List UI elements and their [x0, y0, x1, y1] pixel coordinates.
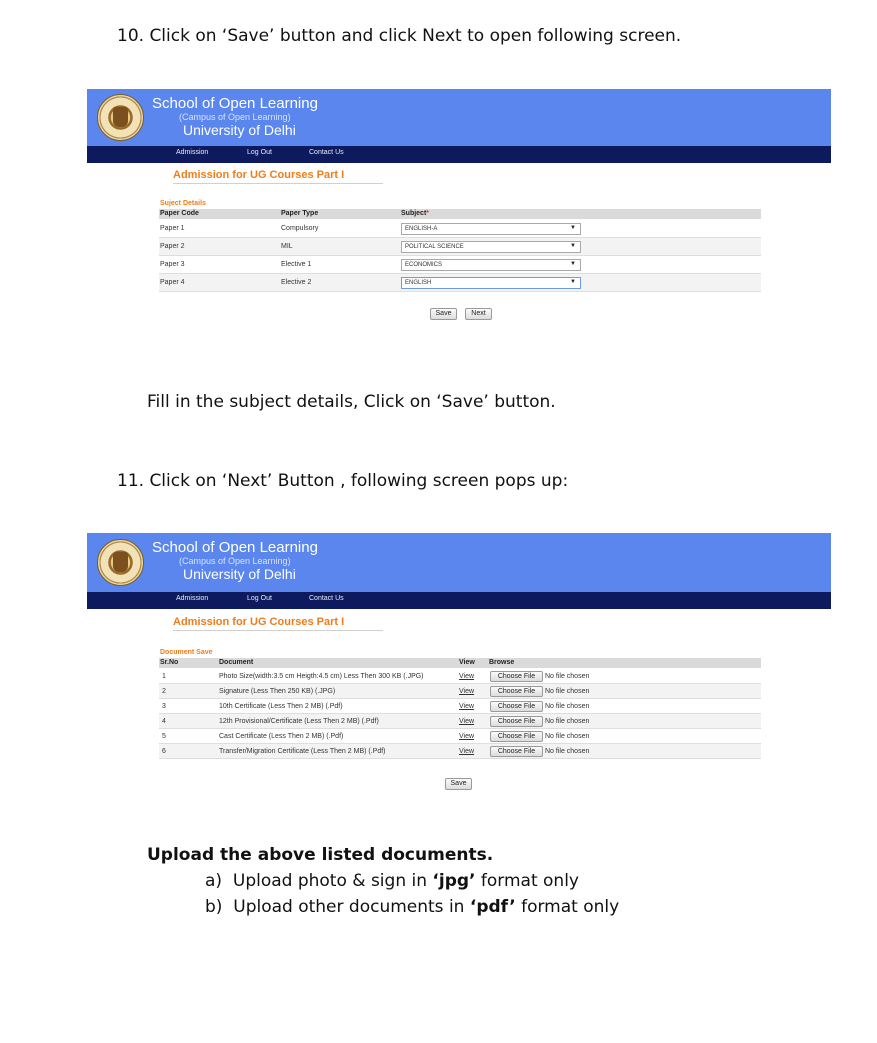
bullet-b: b) Upload other documents in ‘pdf’ format only [205, 897, 620, 917]
nav-item-contact[interactable]: Contact Us [309, 595, 344, 602]
table-row: Paper 2 MIL POLITICAL SCIENCE ▼ [159, 238, 761, 256]
dropdown-arrow-icon: ▼ [570, 261, 576, 267]
table-row: 6 Transfer/Migration Certificate (Less Then 2 MB) (.Pdf) View Choose File No file chosen [159, 744, 761, 759]
required-mark: * [426, 210, 430, 217]
table-row: Paper 4 Elective 2 ENGLISH ▼ [159, 274, 761, 292]
nav-bar [87, 146, 831, 163]
upload-heading: Upload the above listed documents. [147, 845, 494, 865]
section-title: Suject Details [160, 200, 206, 207]
col-browse: Browse [489, 659, 515, 666]
site-title: School of Open Learning [152, 95, 318, 112]
section-title: Document Save [160, 649, 213, 656]
step-10-instruction: 10. Click on ‘Save’ button and click Next to open following screen. [117, 26, 682, 46]
title-divider [173, 630, 383, 631]
page-title: Admission for UG Courses Part I [173, 169, 345, 181]
site-banner [87, 533, 831, 592]
subject-select[interactable]: ENGLISH ▼ [401, 277, 581, 289]
dropdown-arrow-icon: ▼ [570, 243, 576, 249]
view-link[interactable]: View [459, 718, 475, 725]
next-button[interactable]: Next [465, 308, 492, 320]
col-paper-type: Paper Type [281, 210, 319, 217]
choose-file-button[interactable]: Choose File [490, 701, 543, 712]
save-button[interactable]: Save [430, 308, 457, 320]
screenshot-document-upload [87, 533, 831, 798]
table-row: 3 10th Certificate (Less Then 2 MB) (.Pdf) View Choose File No file chosen [159, 699, 761, 714]
view-link[interactable]: View [459, 688, 475, 695]
site-subtitle: (Campus of Open Learning) [179, 112, 291, 122]
choose-file-button[interactable]: Choose File [490, 716, 543, 727]
choose-file-button[interactable]: Choose File [490, 746, 543, 757]
file-status: No file chosen [545, 718, 590, 725]
table-row: 5 Cast Certificate (Less Then 2 MB) (.Pdf) View Choose File No file chosen [159, 729, 761, 744]
save-button[interactable]: Save [445, 778, 472, 790]
file-status: No file chosen [545, 673, 590, 680]
col-paper-code: Paper Code [160, 210, 199, 217]
site-banner [87, 89, 831, 146]
screenshot-subject-details [87, 89, 831, 329]
bullet-a: a) Upload photo & sign in ‘jpg’ format only [205, 871, 579, 891]
page-title: Admission for UG Courses Part I [173, 616, 345, 628]
choose-file-button[interactable]: Choose File [490, 671, 543, 682]
view-link[interactable]: View [459, 733, 475, 740]
nav-item-contact[interactable]: Contact Us [309, 149, 344, 156]
file-status: No file chosen [545, 748, 590, 755]
view-link[interactable]: View [459, 673, 475, 680]
fill-instruction: Fill in the subject details, Click on ‘Save’ button. [147, 392, 556, 412]
nav-item-logout[interactable]: Log Out [247, 149, 272, 156]
col-view: View [459, 659, 475, 666]
file-status: No file chosen [545, 688, 590, 695]
table-row: Paper 1 Compulsory ENGLISH-A ▼ [159, 220, 761, 238]
table-row: 1 Photo Size(width:3.5 cm Heigth:4.5 cm) Less Then 300 KB (.JPG) View Choose File No file chosen [159, 669, 761, 684]
university-name: University of Delhi [183, 122, 296, 138]
title-divider [173, 183, 383, 184]
subject-select[interactable]: ENGLISH-A ▼ [401, 223, 581, 235]
table-row: Paper 3 Elective 1 ECONOMICS ▼ [159, 256, 761, 274]
col-document: Document [219, 659, 254, 666]
site-subtitle: (Campus of Open Learning) [179, 556, 291, 566]
file-status: No file chosen [545, 703, 590, 710]
nav-item-admission[interactable]: Admission [176, 595, 209, 602]
university-name: University of Delhi [183, 566, 296, 582]
table-row: 4 12th Provisional/Certificate (Less Then 2 MB) (.Pdf) View Choose File No file chosen [159, 714, 761, 729]
view-link[interactable]: View [459, 703, 475, 710]
table-header [159, 209, 761, 219]
site-title: School of Open Learning [152, 539, 318, 556]
col-sr-no: Sr.No [160, 659, 179, 666]
dropdown-arrow-icon: ▼ [570, 279, 576, 285]
nav-item-admission[interactable]: Admission [176, 149, 209, 156]
subject-select[interactable]: ECONOMICS ▼ [401, 259, 581, 271]
step-11-instruction: 11. Click on ‘Next’ Button , following screen pops up: [117, 471, 569, 491]
table-header [159, 658, 761, 668]
file-status: No file chosen [545, 733, 590, 740]
col-subject: Subject* [401, 210, 430, 217]
dropdown-arrow-icon: ▼ [570, 225, 576, 231]
table-row: 2 Signature (Less Then 250 KB) (.JPG) View Choose File No file chosen [159, 684, 761, 699]
view-link[interactable]: View [459, 748, 475, 755]
choose-file-button[interactable]: Choose File [490, 686, 543, 697]
university-logo-icon [97, 539, 144, 586]
nav-bar [87, 592, 831, 609]
subject-select[interactable]: POLITICAL SCIENCE ▼ [401, 241, 581, 253]
nav-item-logout[interactable]: Log Out [247, 595, 272, 602]
choose-file-button[interactable]: Choose File [490, 731, 543, 742]
university-logo-icon [97, 94, 144, 141]
